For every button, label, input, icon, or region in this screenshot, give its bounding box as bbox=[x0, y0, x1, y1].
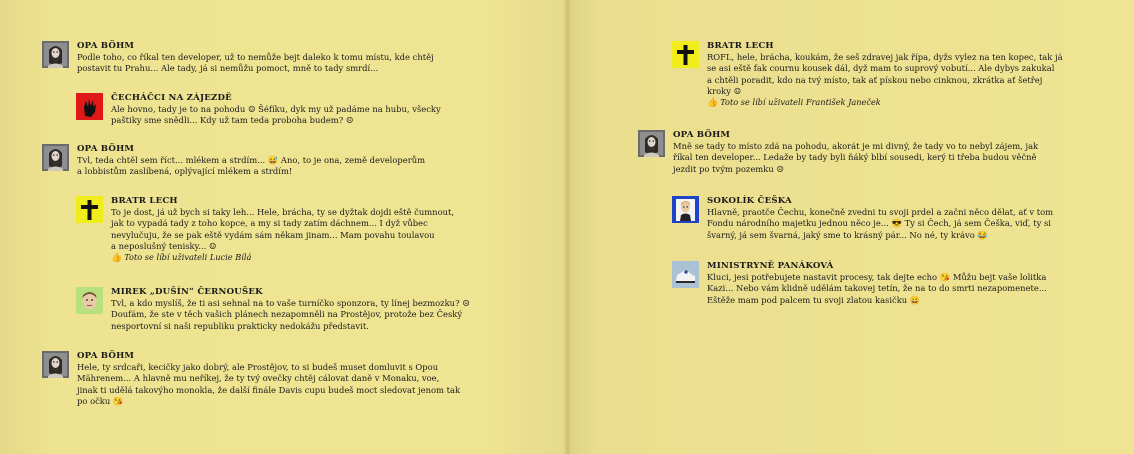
comment-line: Eštěže mam pod palcem tu svoji zlatou kasičku 😀 bbox=[707, 294, 921, 305]
comment-line: Kluci, jesi potřebujete nastavit procesy, tak dejte echo 😘 Můžu bejt vaše lolitka bbox=[707, 272, 1047, 282]
comment-line: ROFL, hele, brácha, koukám, že seš zdravej jak řípa, dyžs vylez na ten kopec, tak já bbox=[707, 52, 1063, 62]
comment-line: Podle toho, co říkal ten developer, už to nemůže bejt daleko k tomu místu, kde chtěj bbox=[77, 52, 434, 62]
comment-text bbox=[707, 272, 1047, 306]
comment-body bbox=[111, 196, 454, 264]
book-gutter bbox=[563, 0, 571, 454]
comment-body bbox=[707, 196, 1053, 241]
portrait-avatar-icon bbox=[672, 196, 699, 223]
jesus-avatar-icon bbox=[42, 41, 69, 68]
comment-author: SOKOLÍK ČEŠKA bbox=[707, 196, 792, 206]
comment-author: ČECHÁČCI NA ZÁJEZDĚ bbox=[111, 93, 232, 103]
like-text: Toto se líbí uživateli František Janeček bbox=[720, 97, 881, 108]
comment-line: a lobbistům zaslíbená, oplývající mlékem a strdím! bbox=[77, 166, 293, 177]
comment-line: Tvl, a kdo myslíš, že ti asi sehnal na to vaše turníčko sponzora, ty línej bezmozku? ☹ bbox=[111, 298, 470, 308]
comment-line: Tvl, teda chtěl sem říct... mlékem a strdím... 😅 Ano, to je ona, země developerům bbox=[77, 155, 426, 165]
like-text: Toto se líbí uživateli Lucie Bílá bbox=[124, 252, 252, 263]
comment-line: paštiky sme snědli... Kdy už tam teda proboha budem? ☹ bbox=[111, 115, 354, 126]
comment-author: OPA BÖHM bbox=[77, 144, 135, 154]
comment-line: a neposlušný tenisky... ☺ bbox=[111, 240, 217, 251]
comment-line: Fondu národního majetku jednou něco je... 😎 Ty si Čech, já sem Češka, viď, ty si bbox=[707, 218, 1051, 229]
comment-line: nesportovní si naši republiku prakticky nedokážu představit. bbox=[111, 320, 369, 331]
comment-text bbox=[111, 207, 454, 252]
comment-line: a chtěli poradit, kdo na tvý místo, tak ať pískou nebo cinknou, zkrátka ať šetřej bbox=[707, 74, 1043, 85]
comment-line: švarný, já sem švarná, jaký sme to krásný pár... No né, ty krávo 😂 bbox=[707, 229, 988, 240]
comment-text bbox=[111, 298, 470, 332]
comment-line: Kazi... Nebo vám klidně udělám takovej tetín, že na to do smrti nezapomenete... bbox=[707, 283, 1047, 294]
comment-line: Mährenem... A hlavně mu neříkej, že ty tvý ovečky chtěj cálovat daně v Monaku, voe, bbox=[77, 373, 440, 384]
comment-body bbox=[707, 261, 1047, 306]
comment-body bbox=[673, 130, 1038, 175]
jesus-avatar-icon bbox=[42, 144, 69, 171]
thumbs-up-icon: 👍 bbox=[707, 98, 719, 109]
comment-line: postavit tu Prahu... Ale tady, já si nemůžu pomoct, mně to tady smrdí... bbox=[77, 63, 379, 74]
comment-line: Mně se tady to místo zdá na pohodu, akorát je mi divný, že tady vo to nebyl zájem, jak bbox=[673, 141, 1039, 151]
like-note bbox=[707, 97, 1063, 109]
comment-line: kroky ☺ bbox=[707, 85, 742, 96]
comment-line: jezdit po tvým pozemku ☹ bbox=[673, 163, 784, 174]
comment-text bbox=[77, 155, 425, 178]
comment-author: BRATR LECH bbox=[707, 41, 774, 51]
thumbs-up-icon: 👍 bbox=[111, 253, 123, 264]
cross-avatar-icon bbox=[76, 196, 103, 223]
comment-line: Ale hovno, tady je to na pohodu ☺ Šéfíku, dyk my už padáme na hubu, všecky bbox=[111, 104, 441, 114]
comment-line: nevylučuju, že se pak eště vydám sám někam jinam... Mam povahu toulavou bbox=[111, 229, 435, 240]
comment-text bbox=[111, 104, 441, 127]
comment-text bbox=[77, 362, 460, 407]
comment-text bbox=[77, 52, 434, 75]
shoe-avatar-icon bbox=[672, 261, 699, 288]
comment-line: Hlavně, praotče Čechu, konečně zvedni tu svoji prdel a začni něco dělat, ať v tom bbox=[707, 207, 1054, 217]
comment-body bbox=[77, 351, 460, 407]
comment-author: OPA BÖHM bbox=[77, 351, 135, 361]
comment-line: po očku 😘 bbox=[77, 395, 124, 406]
comment-body bbox=[77, 144, 425, 178]
comment-text bbox=[707, 207, 1053, 241]
comment-line: To je dost, já už bych si taky leh... Hele, brácha, ty se dyžtak dojdi eště čumnout, bbox=[111, 207, 455, 217]
hand-avatar-icon bbox=[76, 93, 103, 120]
comment-line: jak to vypadá tady z toho kopce, a my si tady zatím dáchnem... I dyž vůbec bbox=[111, 218, 428, 229]
jesus-avatar-icon bbox=[638, 130, 665, 157]
jesus-avatar-icon bbox=[42, 351, 69, 378]
cross-avatar-icon bbox=[672, 41, 699, 68]
comment-body bbox=[77, 41, 434, 75]
comment-line: se asi eště fak cournu kousek dál, dyž mam to suprový vobutí... Ale dybys zakukal bbox=[707, 63, 1055, 74]
face-avatar-icon bbox=[76, 287, 103, 314]
comment-author: BRATR LECH bbox=[111, 196, 178, 206]
comment-line: Hele, ty srdcaři, kecičky jako dobrý, ale Prostějov, to si budeš muset domluvit s Opou bbox=[77, 362, 439, 372]
like-note bbox=[111, 252, 454, 264]
comment-line: jinak ti udělá takovýho monokla, že další finále Davis cupu budeš moct sledovat jenom tak bbox=[77, 384, 461, 395]
comment-text bbox=[707, 52, 1063, 97]
comment-author: OPA BÖHM bbox=[77, 41, 135, 51]
comment-author: OPA BÖHM bbox=[673, 130, 731, 140]
comment-author: MINISTRYNĚ PANÁKOVÁ bbox=[707, 261, 834, 271]
comment-body bbox=[111, 287, 470, 332]
comment-line: říkal ten developer... Ledaže by tady byli ňáký blbí sousedi, kerý ti třeba budou věčně bbox=[673, 152, 1037, 163]
comment-body bbox=[111, 93, 441, 127]
comment-line: Doufám, že ste v těch vašich plánech nezapomněli na Prostějov, protože bez Český bbox=[111, 309, 463, 320]
comment-author: MIREK „DUŠÍN“ ČERNOUŠEK bbox=[111, 287, 263, 297]
comment-text bbox=[673, 141, 1038, 175]
comment-body bbox=[707, 41, 1063, 109]
